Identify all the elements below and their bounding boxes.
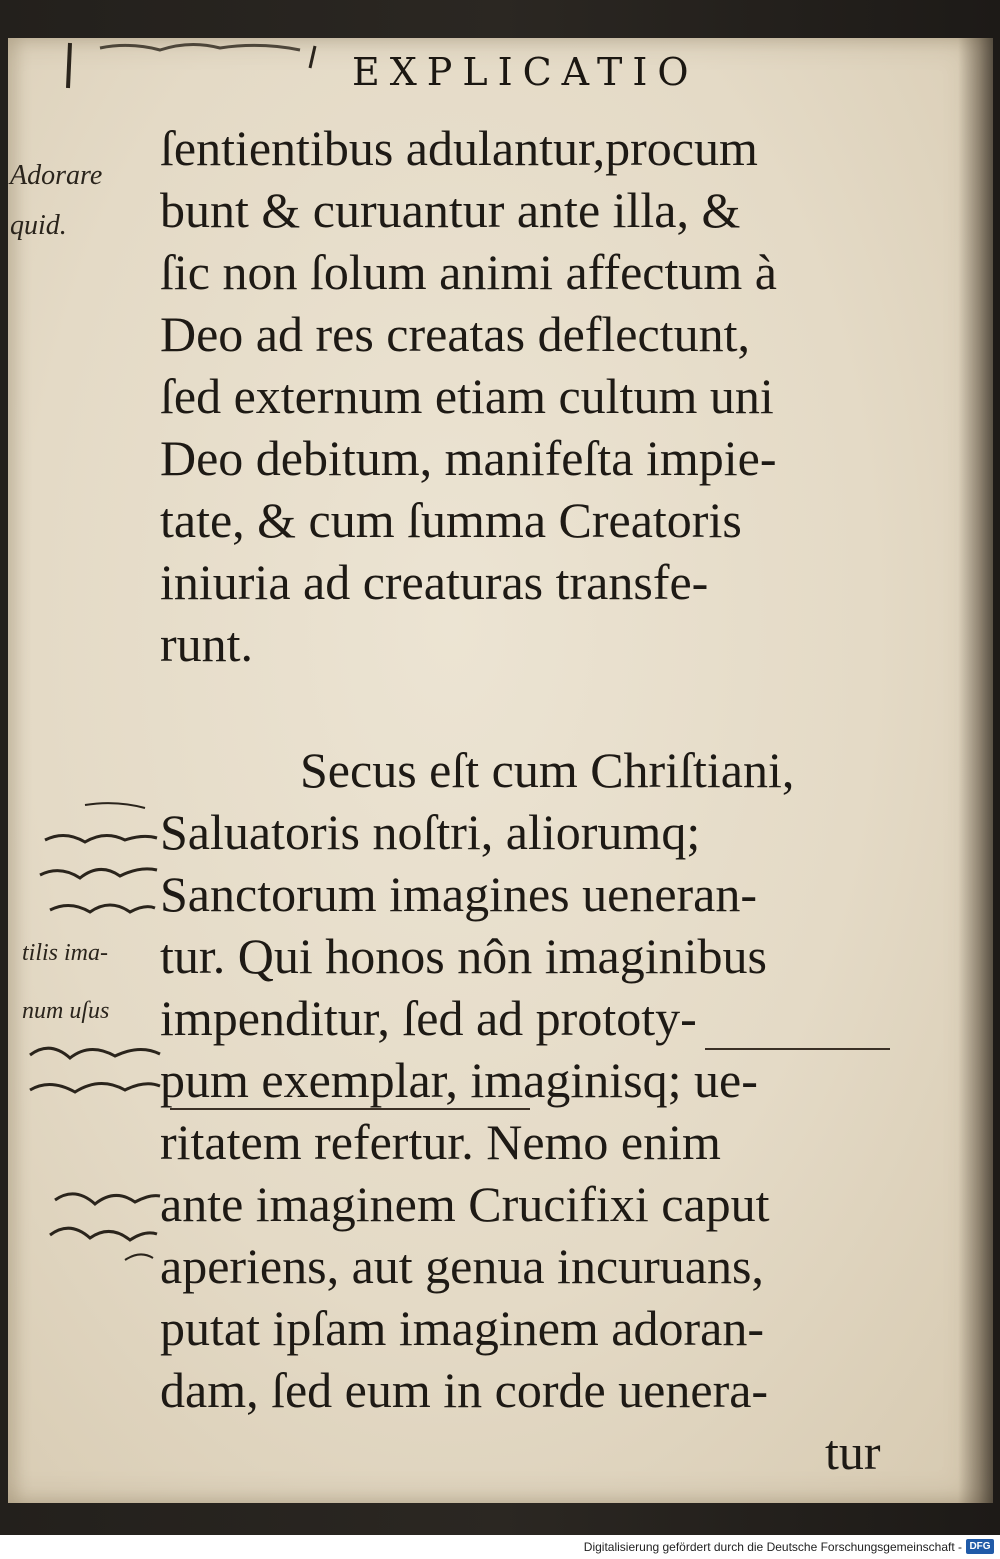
text-line: Deo ad res creatas deflectunt, <box>160 306 750 362</box>
handwritten-underline <box>170 1108 530 1110</box>
margin-note-utilis-ima: tilis ima- <box>22 940 109 966</box>
handwritten-margin-scribble <box>25 800 165 940</box>
text-line: Sanctorum imagines ueneran- <box>160 866 758 922</box>
handwritten-margin-scribble <box>20 1030 170 1110</box>
margin-note-adorare: Adorare <box>10 160 103 191</box>
text-line: putat ipſam imaginem adoran- <box>160 1300 764 1356</box>
text-line: tur. Qui honos nôn imaginibus <box>160 928 767 984</box>
text-line: Saluatoris noſtri, aliorumq; <box>160 804 701 860</box>
text-line: ritatem refertur. Nemo enim <box>160 1114 721 1170</box>
text-line: iniuria ad creaturas transfe- <box>160 554 709 610</box>
text-line: ſed externum etiam cultum uni <box>160 368 774 424</box>
page-fore-edge-shadow <box>958 38 993 1503</box>
text-line: Secus eſt cum Chriſtiani, <box>300 742 795 798</box>
margin-note-num-usus: num uſus <box>22 998 110 1024</box>
text-line: tate, & cum ſumma Creatoris <box>160 492 742 548</box>
text-line: aperiens, aut genua incuruans, <box>160 1238 764 1294</box>
text-line: Deo debitum, manifeſta impie- <box>160 430 777 486</box>
text-line: bunt & curuantur ante illa, & <box>160 182 741 238</box>
margin-note-quid: quid. <box>10 210 67 241</box>
text-line: tur <box>825 1424 881 1480</box>
dfg-logo-badge: DFG <box>966 1539 994 1554</box>
text-line: ſentientibus adulantur,procum <box>160 120 758 176</box>
handwritten-header-scribble <box>60 38 340 98</box>
handwritten-underline <box>705 1048 890 1050</box>
text-line: impenditur, ſed ad prototy- <box>160 990 697 1046</box>
footer-credit: Digitalisierung gefördert durch die Deutsche Forschungsgemeinschaft - <box>583 1540 962 1554</box>
handwritten-margin-scribble <box>35 1160 165 1270</box>
text-line: pum exemplar, imaginisq; ue- <box>160 1052 758 1108</box>
text-line: runt. <box>160 616 254 672</box>
text-line: ſic non ſolum animi affectum à <box>160 244 777 300</box>
text-line: ante imaginem Crucifixi caput <box>160 1176 770 1232</box>
text-line: dam, ſed eum in corde uenera- <box>160 1362 769 1418</box>
running-head: EXPLICATIO <box>352 50 699 94</box>
